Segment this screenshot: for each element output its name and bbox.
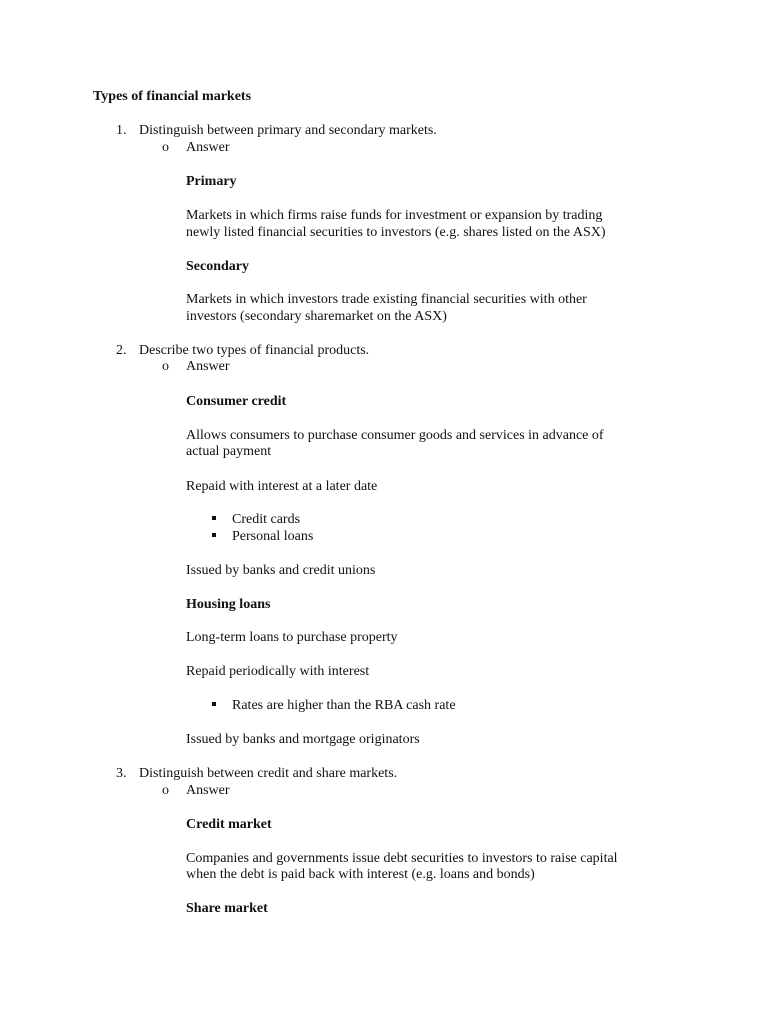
section-text-line: actual payment [186,444,272,459]
section-text-line: Allows consumers to purchase consumer goods and services in advance of [186,428,604,443]
section-heading: Share market [186,901,268,916]
question-text: Describe two types of financial products. [139,343,370,358]
section-heading: Credit market [186,817,272,832]
question-number: 1. [116,123,127,138]
square-bullet-icon [212,533,216,537]
section-text-line: Markets in which firms raise funds for investment or expansion by trading [186,208,603,223]
section-text-line: Issued by banks and credit unions [186,563,376,578]
section-text-line: investors (secondary sharemarket on the ASX) [186,309,447,324]
list-item: Rates are higher than the RBA cash rate [232,698,456,713]
question-number: 3. [116,766,127,781]
question-text: Distinguish between primary and secondary markets. [139,123,437,138]
question-text: Distinguish between credit and share markets. [139,766,398,781]
square-bullet-icon [212,516,216,520]
answer-label: Answer [186,783,230,798]
section-text-line: newly listed financial securities to investors (e.g. shares listed on the ASX) [186,225,606,240]
list-item: Personal loans [232,529,314,544]
section-heading: Housing loans [186,597,271,612]
section-text-line: Companies and governments issue debt securities to investors to raise capital [186,851,618,866]
list-item: Credit cards [232,512,301,527]
section-text-line: Markets in which investors trade existing financial securities with other [186,292,587,307]
section-text-line: when the debt is paid back with interest (e.g. loans and bonds) [186,867,535,882]
section-heading: Consumer credit [186,394,287,409]
question-number: 2. [116,343,127,358]
answer-label: Answer [186,140,230,155]
section-heading: Primary [186,174,237,189]
circle-bullet-icon: o [162,140,169,155]
section-text-line: Repaid with interest at a later date [186,479,378,494]
circle-bullet-icon: o [162,359,169,374]
section-heading: Secondary [186,259,249,274]
section-text-line: Long-term loans to purchase property [186,630,398,645]
page-title: Types of financial markets [93,89,252,104]
square-bullet-icon [212,702,216,706]
section-text-line: Issued by banks and mortgage originators [186,732,420,747]
circle-bullet-icon: o [162,783,169,798]
answer-label: Answer [186,359,230,374]
section-text-line: Repaid periodically with interest [186,664,370,679]
